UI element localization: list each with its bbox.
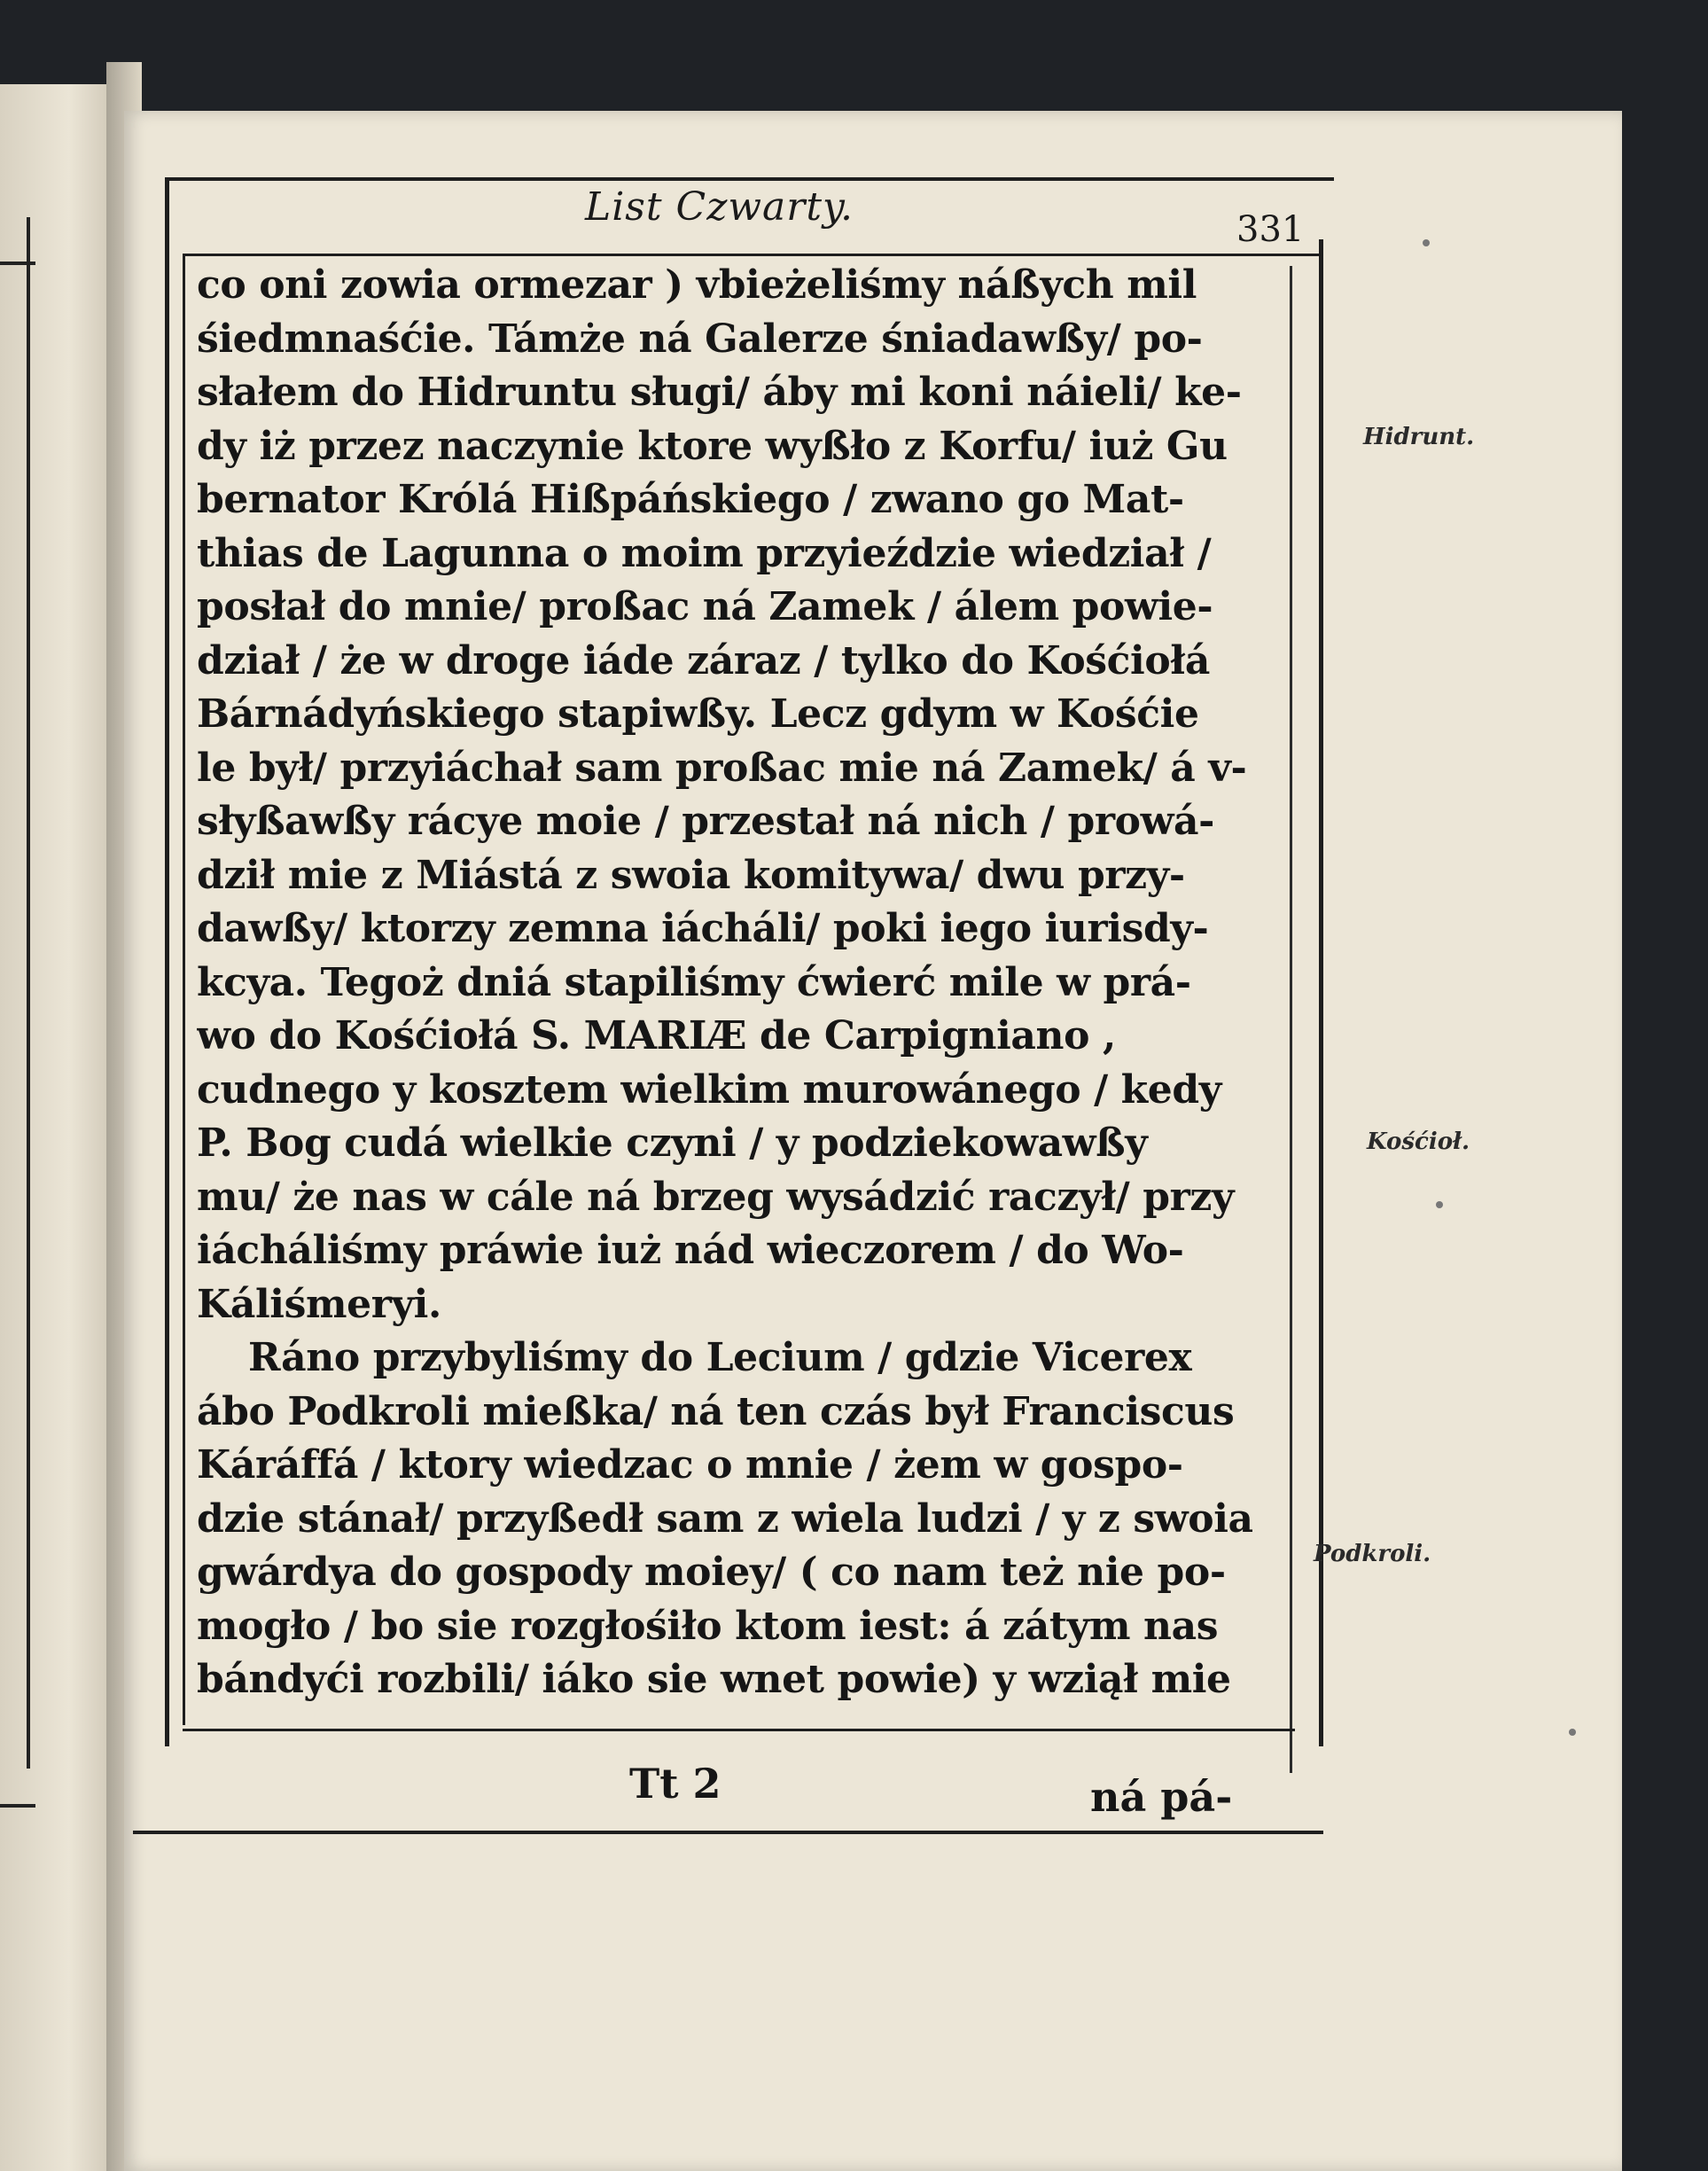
frame-left-inner-rule: [183, 254, 185, 1725]
text-line: dawßy/ ktorzy zemna iácháli/ poki iego iurisdy-: [197, 906, 1209, 951]
margin-note-hidrunt: Hidrunt.: [1363, 424, 1475, 450]
text-line: thias de Lagunna o moim przyieździe wiedział /: [197, 530, 1212, 576]
frame-head-rule: [183, 254, 1323, 256]
text-line: gwárdya do gospody moiey/ ( co nam też nie po-: [197, 1550, 1226, 1595]
signature-mark: Tt 2: [629, 1760, 721, 1808]
text-line: bándyći rozbili/ iáko sie wnet powie) y wziął mie: [197, 1657, 1231, 1702]
text-line: bernator Królá Hißpáńskiego / zwano go Mat-: [197, 477, 1184, 522]
previous-page-edge: [0, 84, 118, 2171]
text-line: co oni zowia ormezar ) vbieżeliśmy náßych mil: [197, 262, 1197, 308]
text-line: dzie stánał/ przyßedł sam z wiela ludzi / y z swoia: [197, 1495, 1253, 1542]
text-line: Káliśmeryi.: [197, 1281, 441, 1327]
catchword: ná pá-: [1090, 1773, 1233, 1821]
text-line: mu/ że nas w cále ná brzeg wysádzić raczył/ przy: [197, 1174, 1235, 1220]
text-line: kcya. Tegoż dniá stapiliśmy ćwierć mile w prá-: [197, 959, 1191, 1005]
frame-top-rule: [168, 177, 1334, 181]
text-line: Káráffá / ktory wiedzac o mnie / żem w gospo-: [197, 1442, 1183, 1488]
text-line: Bárnádyńskiego stapiwßy. Lecz gdym w Kośćie: [197, 691, 1199, 737]
text-line: dy iż przez naczynie ktore wyßło z Korfu/ iuż Gu: [197, 423, 1228, 469]
running-head: List Czwarty.: [585, 184, 854, 230]
paper-speck: [1423, 239, 1430, 246]
text-line: cudnego y kosztem wielkim murowánego / kedy: [197, 1066, 1221, 1113]
text-line: le był/ przyiáchał sam proßac mie ná Zamek/ á v-: [197, 745, 1247, 791]
text-line: mogło / bo sie rozgłośiło ktom iest: á zátym nas: [197, 1603, 1219, 1649]
text-line: słyßawßy rácye moie / przestał ná nich / prowá-: [197, 799, 1215, 844]
text-line: Ráno przybyliśmy do Lecium / gdzie Vicerex: [248, 1335, 1192, 1380]
frame-right-rule: [1319, 239, 1323, 1746]
text-line: śiedmnaśćie. Támże ná Galerze śniadawßy/ po-: [197, 316, 1203, 362]
text-line: dział / że w droge iáde záraz / tylko do Kośćiołá: [197, 637, 1210, 683]
previous-page-hline: [0, 262, 35, 265]
frame-left-rule: [165, 177, 169, 1746]
margin-note-podkroli: Podkroli.: [1314, 1541, 1431, 1567]
margin-note-kosciol: Kośćioł.: [1367, 1128, 1470, 1155]
text-block: [197, 259, 1294, 1707]
text-line: posłał do mnie/ proßac ná Zamek / álem powie-: [197, 584, 1213, 629]
previous-page-rule: [27, 217, 30, 1769]
paper-speck: [1436, 1201, 1443, 1208]
previous-page-hline: [0, 1804, 35, 1808]
text-line: iácháliśmy práwie iuż nád wieczorem / do Wo-: [197, 1228, 1184, 1273]
frame-foot-rule: [133, 1831, 1323, 1834]
paper-speck: [1569, 1729, 1576, 1736]
frame-bottom-rule: [183, 1729, 1295, 1731]
text-line: wo do Kośćiołá S. MARIÆ de Carpigniano ,: [197, 1013, 1116, 1058]
text-line: ábo Podkroli mießka/ ná ten czás był Franciscus: [197, 1388, 1235, 1434]
text-line: P. Bog cudá wielkie czyni / y podziekowawßy: [197, 1121, 1148, 1166]
text-line: słałem do Hidruntu sługi/ áby mi koni náieli/ ke-: [197, 370, 1242, 415]
text-line: dził mie z Miástá z swoia komitywa/ dwu przy-: [197, 852, 1185, 898]
page-number: 331: [1236, 209, 1305, 250]
